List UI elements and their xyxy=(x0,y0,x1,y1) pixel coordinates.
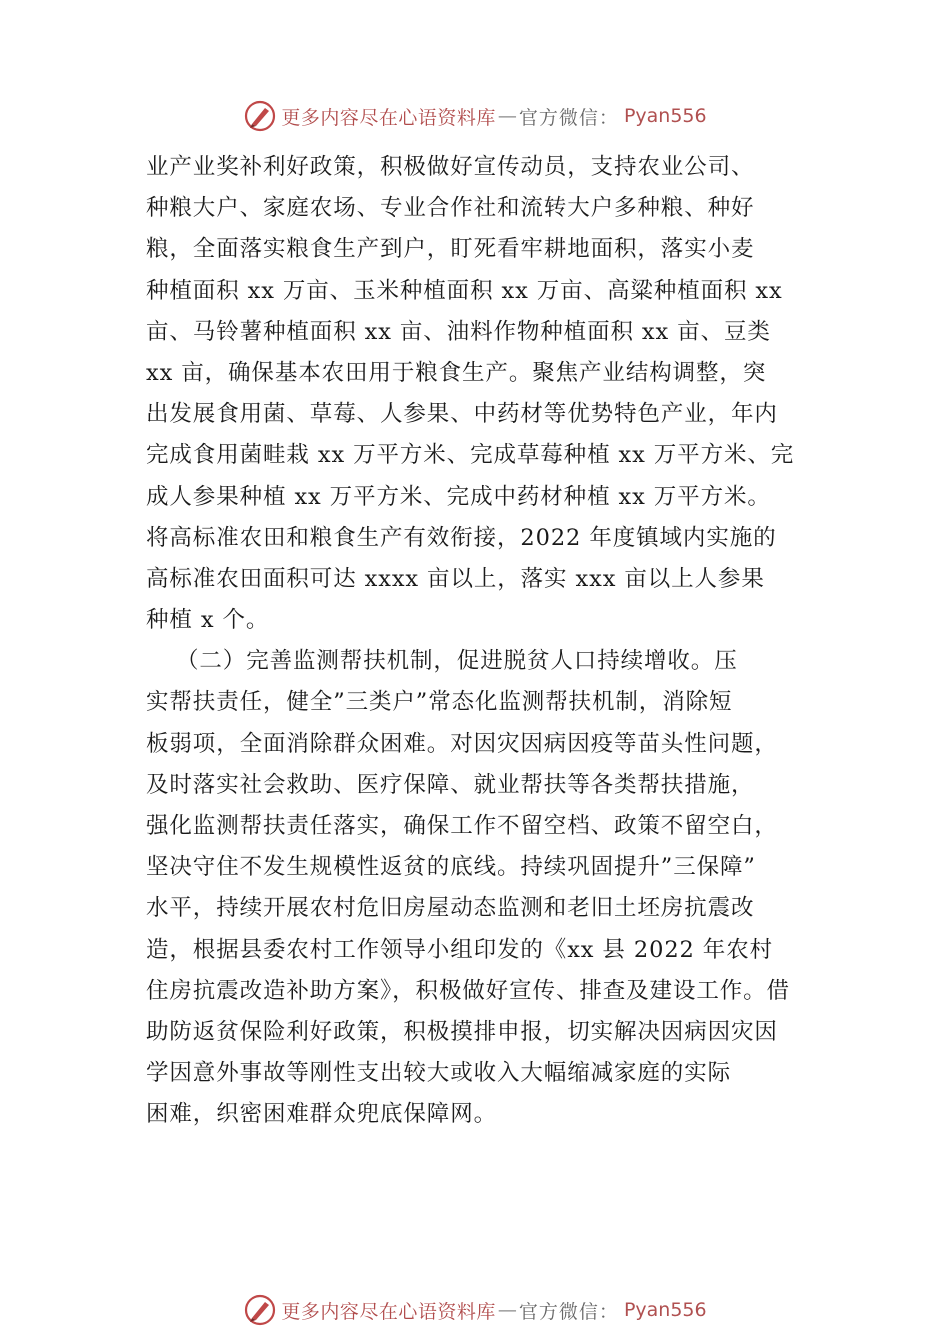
footer-wechat-label: 官方微信 xyxy=(518,1300,599,1323)
text-line: 种植 x 个。 xyxy=(146,607,270,634)
footer-wechat-account: Pyan556 xyxy=(623,1299,707,1321)
pen-logo-icon xyxy=(243,99,277,133)
text-line: 强化监测帮扶责任落实，确保工作不留空档、政策不留空白， xyxy=(146,813,778,839)
text-line: 种粮大户、家庭农场、专业合作社和流转大户多种粮、种好 xyxy=(146,195,755,222)
pen-logo-icon xyxy=(243,1293,277,1327)
footer-banner xyxy=(0,1290,950,1330)
footer-colon: ： xyxy=(598,1300,618,1323)
section-heading-line: （二）完善监测帮扶机制，促进脱贫人口持续增收。压 xyxy=(176,648,738,675)
header-brand: 更多内容尽在心语资料库 xyxy=(281,106,496,129)
document-body xyxy=(146,147,836,1136)
text-line: 将高标准农田和粮食生产有效衔接，2022 年度镇域内实施的 xyxy=(146,524,777,551)
text-line: 高标准农田面积可达 xxxx 亩以上，落实 xxx 亩以上人参果 xyxy=(146,565,765,592)
text-line: 学因意外事故等刚性支出较大或收入大幅缩减家庭的实际 xyxy=(146,1060,732,1087)
text-line: 造，根据县委农村工作领导小组印发的《xx 县 2022 年农村 xyxy=(146,936,773,963)
text-line: 出发展食用菌、草莓、人参果、中药材等优势特色产业，年内 xyxy=(146,401,778,428)
text-line: 住房抗震改造补助方案》，积极做好宣传、排查及建设工作。借 xyxy=(146,977,790,1004)
text-line: 完成食用菌畦栽 xx 万平方米、完成草莓种植 xx 万平方米、完 xyxy=(146,442,795,469)
text-line: 水平，持续开展农村危旧房屋动态监测和老旧土坯房抗震改 xyxy=(146,895,755,922)
text-line: 坚决守住不发生规模性返贫的底线。持续巩固提升”三保障” xyxy=(146,854,756,881)
text-line: 助防返贫保险利好政策，积极摸排申报，切实解决因病因灾因 xyxy=(146,1018,778,1045)
text-line: xx 亩，确保基本农田用于粮食生产。聚焦产业结构调整，突 xyxy=(146,359,767,386)
text-line: 困难，织密困难群众兜底保障网。 xyxy=(146,1101,498,1128)
footer-brand: 更多内容尽在心语资料库 xyxy=(281,1300,496,1323)
header-wechat-account: Pyan556 xyxy=(623,105,707,127)
text-line: 成人参果种植 xx 万平方米、完成中药材种植 xx 万平方米。 xyxy=(146,483,771,510)
text-line: 业产业奖补利好政策，积极做好宣传动员，支持农业公司、 xyxy=(146,154,755,180)
header-colon: ： xyxy=(598,106,618,129)
text-line: 板弱项，全面消除群众困难。对因灾因病因疫等苗头性问题， xyxy=(146,730,778,757)
header-dash: — xyxy=(497,105,517,127)
footer-dash: — xyxy=(497,1299,517,1321)
text-line: 种植面积 xx 万亩、玉米种植面积 xx 万亩、高粱种植面积 xx xyxy=(146,277,783,304)
header-banner xyxy=(0,96,950,136)
text-line: 亩、马铃薯种植面积 xx 亩、油料作物种植面积 xx 亩、豆类 xyxy=(146,318,771,345)
text-line: 及时落实社会救助、医疗保障、就业帮扶等各类帮扶措施， xyxy=(146,771,755,798)
text-line: 实帮扶责任，健全”三类户”常态化监测帮扶机制，消除短 xyxy=(146,689,733,716)
text-line: 粮，全面落实粮食生产到户，盯死看牢耕地面积，落实小麦 xyxy=(146,236,755,263)
header-wechat-label: 官方微信 xyxy=(518,106,599,129)
